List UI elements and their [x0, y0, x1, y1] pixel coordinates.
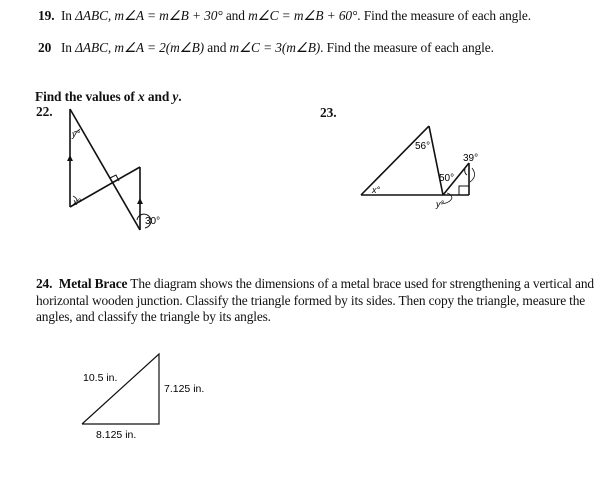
label-y: y°	[436, 199, 445, 209]
label-vertical: 7.125 in.	[164, 383, 205, 395]
heading-period: .	[178, 89, 182, 104]
problem-number: 24.	[36, 276, 53, 291]
problem-instruction: . Find the measure of each angle.	[357, 8, 531, 23]
label-base: 8.125 in.	[96, 429, 137, 441]
equation-1: , m∠A = m∠B + 30°	[107, 8, 223, 23]
problem-number: 19.	[38, 8, 55, 23]
equation-1: , m∠A = 2(m∠B)	[107, 40, 205, 55]
heading-text: Find the values of	[35, 89, 139, 104]
label-hypotenuse: 10.5 in.	[83, 372, 118, 384]
label-50: 50°	[439, 173, 455, 184]
triangle-name: ΔABC	[75, 8, 108, 23]
label-30: 30°	[145, 216, 161, 227]
conjunction: and	[222, 8, 249, 23]
problem-text-prefix: In	[60, 40, 76, 55]
equation-2: m∠C = m∠B + 60°	[248, 8, 358, 23]
label-x: x°	[73, 197, 82, 207]
problem-text-prefix: In	[60, 8, 76, 23]
heading-var-y: y	[172, 89, 179, 104]
label-x: x°	[372, 185, 381, 195]
label-39: 39°	[463, 153, 479, 164]
conjunction: and	[204, 40, 230, 55]
label-56: 56°	[415, 141, 431, 152]
label-y: y°	[72, 129, 81, 139]
problem-number: 20	[38, 40, 52, 55]
triangle-name: ΔABC	[75, 40, 108, 55]
problem-text: The diagram shows the dimensions of a metal brace used for strengthening a vertical and horizontal wooden junction. Classify the triangle formed by its sides. Then copy the triangle, measure the angles, and classify the triangle by its angles.	[36, 276, 594, 324]
problem-22-number: 22.	[36, 104, 53, 119]
problem-title: Metal Brace	[58, 276, 128, 291]
heading-and: and	[144, 89, 173, 104]
heading-var-x: x	[138, 89, 145, 104]
problem-23-number: 23.	[320, 105, 337, 120]
problem-instruction: . Find the measure of each angle.	[320, 40, 494, 55]
equation-2: m∠C = 3(m∠B)	[229, 40, 321, 55]
